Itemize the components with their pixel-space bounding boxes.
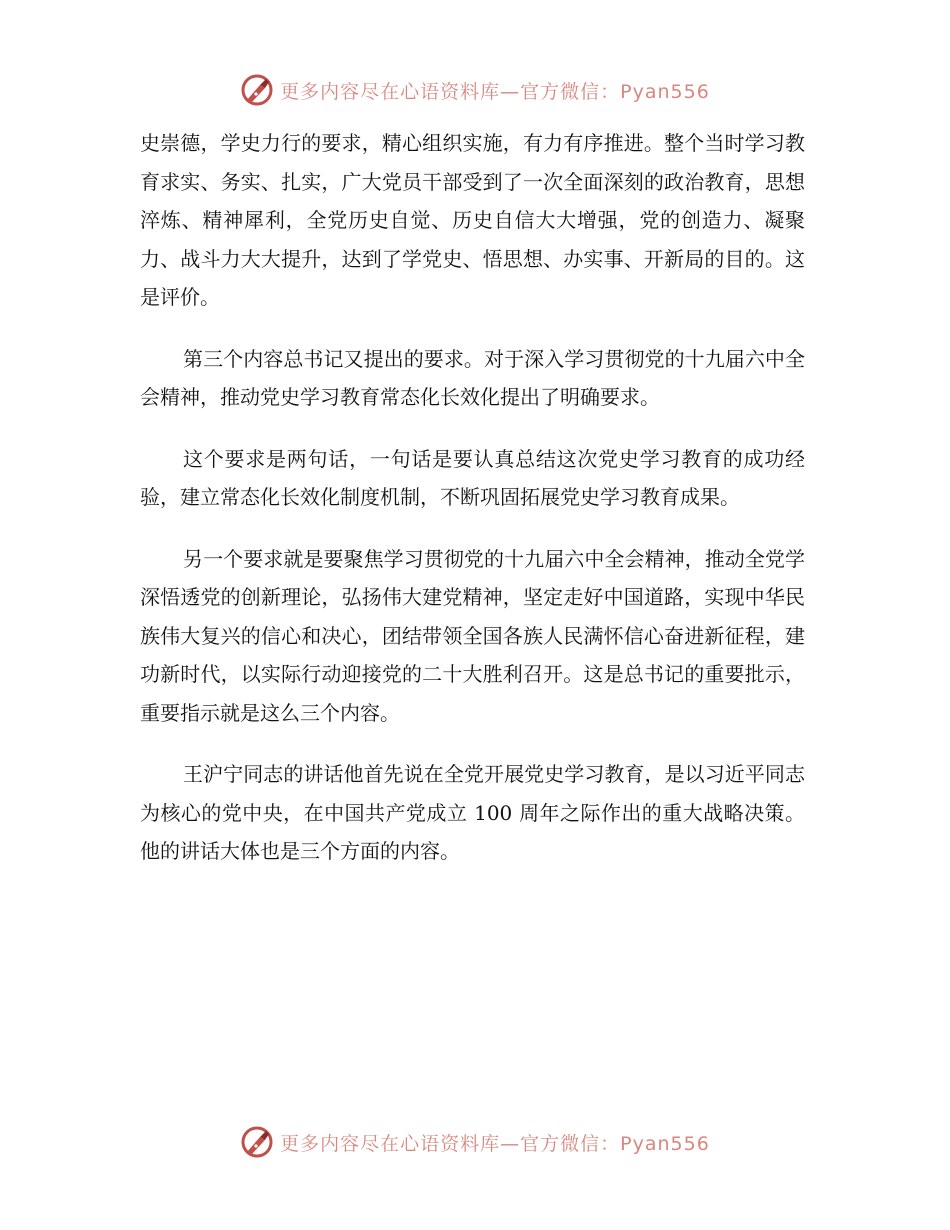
footer-slogan: 更多内容尽在心语资料库—官方微信：Pyan556 <box>280 1132 710 1155</box>
pen-nib-logo-icon <box>240 73 274 107</box>
paragraph-2: 第三个内容总书记又提出的要求。对于深入学习贯彻党的十九届六中全会精神，推动党史学习教育常态化长效化提出了明确要求。 <box>140 346 805 409</box>
pen-nib-logo-icon <box>240 1125 274 1159</box>
paragraph-5: 王沪宁同志的讲话他首先说在全党开展党史学习教育，是以习近平同志为核心的党中央，在中国共产党成立 100 周年之际作出的重大战略决策。他的讲话大体也是三个方面的内容。 <box>140 762 805 863</box>
header-banner <box>0 68 950 112</box>
paragraph-1: 史崇德，学史力行的要求，精心组织实施，有力有序推进。整个当时学习教育求实、务实、扎实，广大党员干部受到了一次全面深刻的政治教育，思想淬炼、精神犀利，全党历史自觉、历史自信大大增强，党的创造力、凝聚力、战斗力大大提升，达到了学党史、悟思想、办实事、开新局的目的。这是评价。 <box>140 131 805 309</box>
document-body <box>140 124 805 871</box>
footer-banner <box>0 1120 950 1164</box>
header-slogan: 更多内容尽在心语资料库—官方微信：Pyan556 <box>280 80 710 103</box>
paragraph-3: 这个要求是两句话，一句话是要认真总结这次党史学习教育的成功经验，建立常态化长效化制度机制，不断巩固拓展党史学习教育成果。 <box>140 446 805 509</box>
paragraph-4: 另一个要求就是要聚焦学习贯彻党的十九届六中全会精神，推动全党学深悟透党的创新理论，弘扬伟大建党精神，坚定走好中国道路，实现中华民族伟大复兴的信心和决心，团结带领全国各族人民满怀信心奋进新征程，建功新时代，以实际行动迎接党的二十大胜利召开。这是总书记的重要批示，重要指示就是这么三个内容。 <box>140 546 805 725</box>
